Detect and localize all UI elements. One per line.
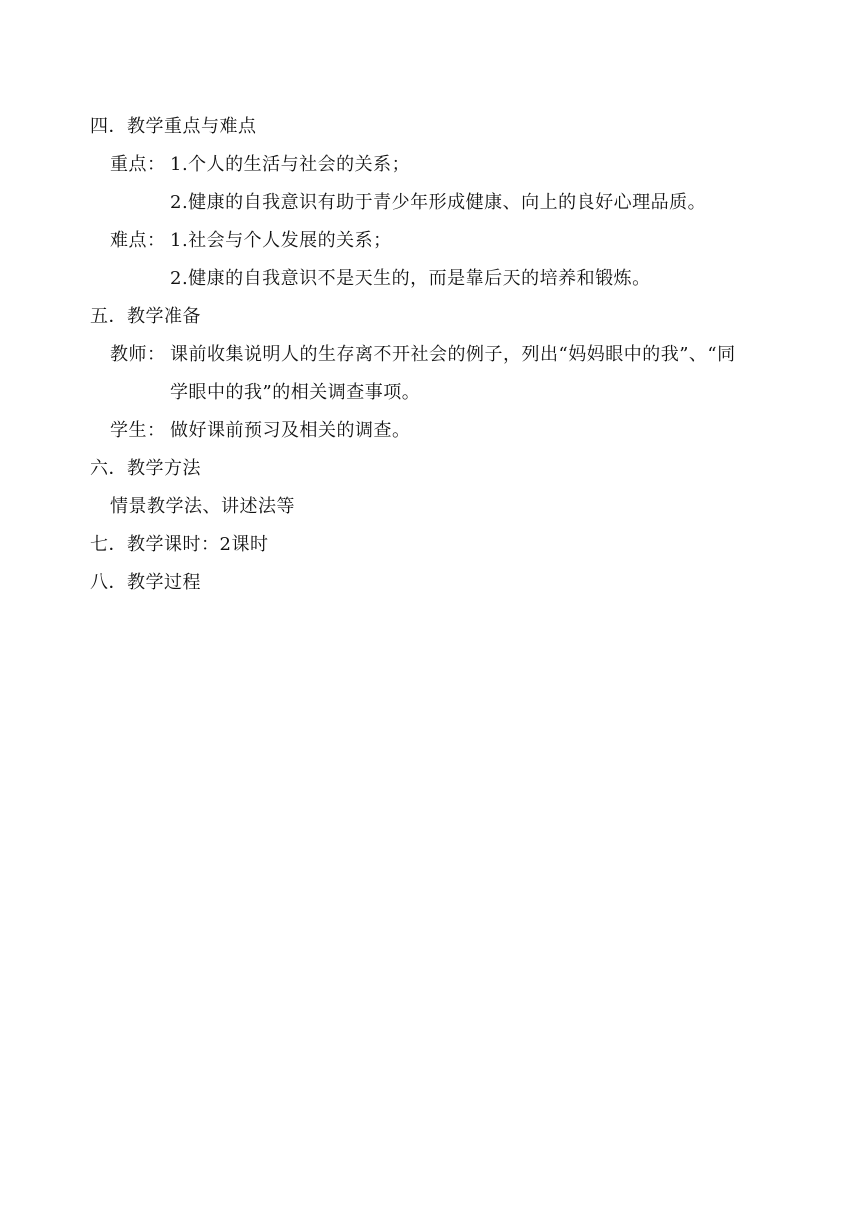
key-points-label: 重点： <box>110 154 166 175</box>
section-4-heading: 四．教学重点与难点 <box>90 116 257 137</box>
section-7-heading: 七．教学课时：2课时 <box>90 534 269 555</box>
difficult-points-label: 难点： <box>110 230 166 251</box>
difficult-point-2: 2.健康的自我意识不是天生的，而是靠后天的培养和锻炼。 <box>170 268 651 289</box>
section-6-heading: 六．教学方法 <box>90 458 201 479</box>
teacher-text-line-2: 学眼中的我”的相关调查事项。 <box>170 382 421 403</box>
student-text: 做好课前预习及相关的调查。 <box>170 420 411 441</box>
difficult-point-1: 1.社会与个人发展的关系； <box>170 230 392 251</box>
teaching-methods-text: 情景教学法、讲述法等 <box>110 496 295 517</box>
teacher-text-line-1: 课前收集说明人的生存离不开社会的例子，列出“妈妈眼中的我”、“同 <box>170 344 736 365</box>
section-5-heading: 五．教学准备 <box>90 306 201 327</box>
student-label: 学生： <box>110 420 166 441</box>
key-point-1: 1.个人的生活与社会的关系； <box>170 154 411 175</box>
key-point-2: 2.健康的自我意识有助于青少年形成健康、向上的良好心理品质。 <box>170 192 707 213</box>
section-8-heading: 八．教学过程 <box>90 572 201 593</box>
teacher-label: 教师： <box>110 344 166 365</box>
